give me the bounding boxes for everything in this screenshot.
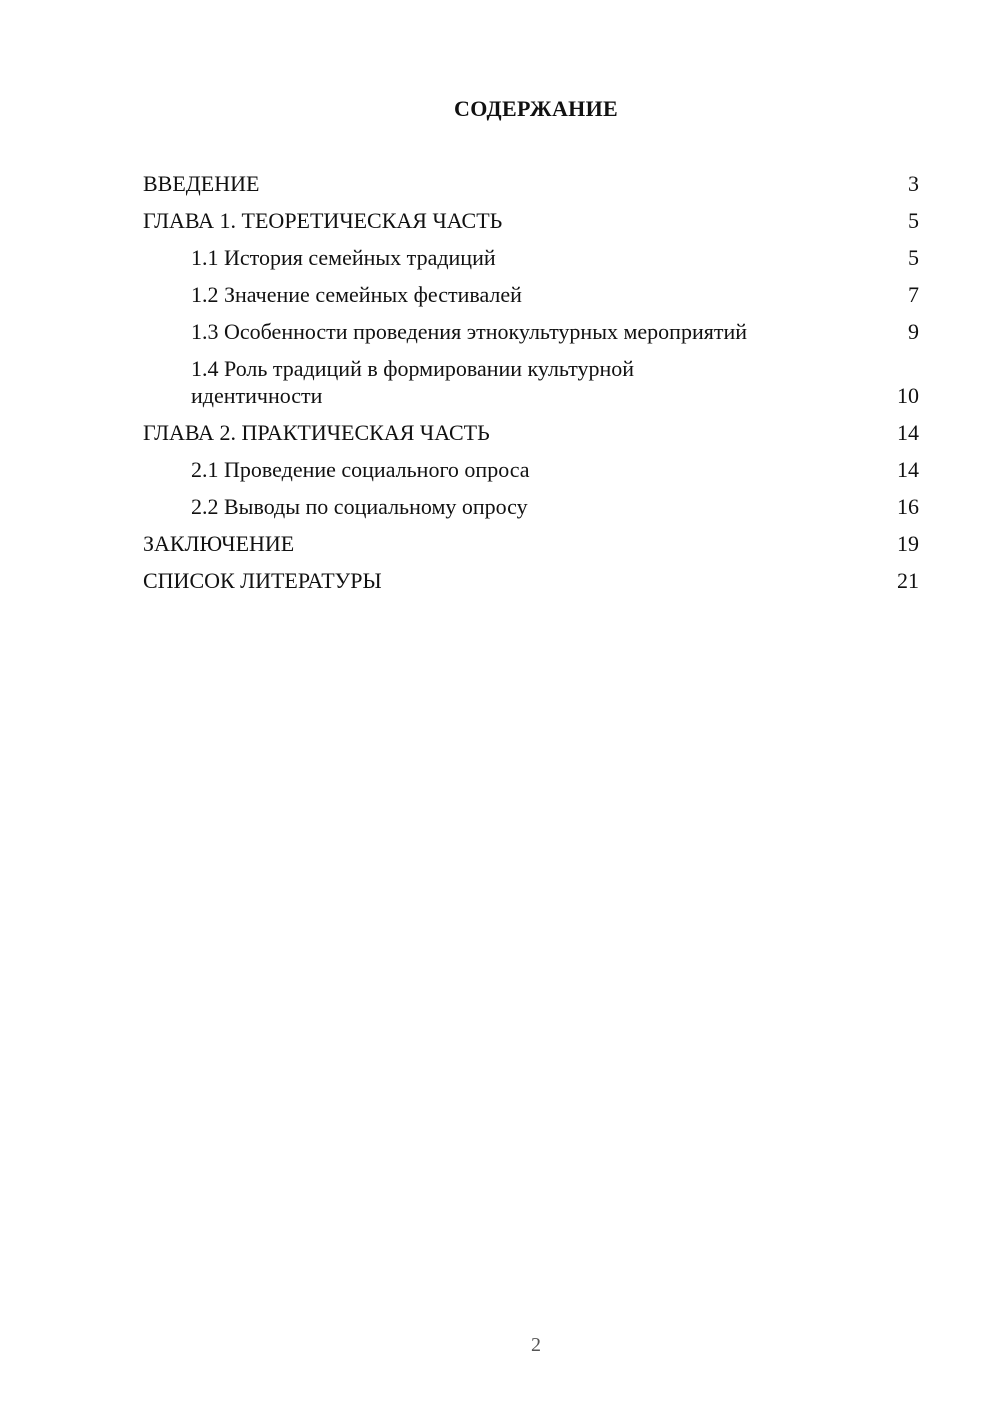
toc-entry-label: ГЛАВА 2. ПРАКТИЧЕСКАЯ ЧАСТЬ: [143, 420, 490, 445]
toc-entry-page: 5: [908, 245, 919, 270]
toc-entry-section-2-2[interactable]: [143, 493, 919, 520]
toc-entry-chapter-2[interactable]: [143, 419, 919, 446]
toc-entry-section-1-3[interactable]: [143, 318, 919, 345]
table-of-contents: [143, 170, 919, 604]
toc-entry-conclusion[interactable]: [143, 530, 919, 557]
toc-entry-label: ГЛАВА 1. ТЕОРЕТИЧЕСКАЯ ЧАСТЬ: [143, 208, 503, 233]
toc-entry-introduction[interactable]: [143, 170, 919, 197]
toc-entry-page: 16: [897, 494, 919, 519]
toc-entry-label: СПИСОК ЛИТЕРАТУРЫ: [143, 568, 382, 593]
page-number: 2: [531, 1334, 541, 1356]
toc-entry-label: 1.2 Значение семейных фестивалей: [191, 282, 522, 307]
toc-title: СОДЕРЖАНИЕ: [454, 96, 618, 121]
toc-entry-references[interactable]: [143, 567, 919, 594]
toc-entry-label: 1.4 Роль традиций в формировании культурной идентичности: [191, 356, 634, 408]
toc-entry-page: 10: [897, 383, 919, 408]
toc-entry-chapter-1[interactable]: [143, 207, 919, 234]
toc-entry-page: 5: [908, 208, 919, 233]
toc-entry-section-1-4[interactable]: [143, 355, 919, 409]
toc-entry-label: ЗАКЛЮЧЕНИЕ: [143, 531, 295, 556]
toc-entry-section-2-1[interactable]: [143, 456, 919, 483]
toc-entry-label: ВВЕДЕНИЕ: [143, 171, 260, 196]
toc-entry-label: 2.1 Проведение социального опроса: [191, 457, 530, 482]
toc-entry-page: 9: [908, 319, 919, 344]
toc-entry-section-1-2[interactable]: [143, 281, 919, 308]
toc-entry-label: 1.1 История семейных традиций: [191, 245, 496, 270]
toc-entry-page: 3: [908, 171, 919, 196]
toc-entry-section-1-1[interactable]: [143, 244, 919, 271]
toc-entry-label: 2.2 Выводы по социальному опросу: [191, 494, 528, 519]
toc-entry-page: 21: [897, 568, 919, 593]
toc-entry-page: 14: [897, 457, 919, 482]
toc-entry-page: 14: [897, 420, 919, 445]
toc-entry-page: 19: [897, 531, 919, 556]
toc-entry-label: 1.3 Особенности проведения этнокультурных мероприятий: [191, 319, 748, 344]
toc-entry-page: 7: [908, 282, 919, 307]
